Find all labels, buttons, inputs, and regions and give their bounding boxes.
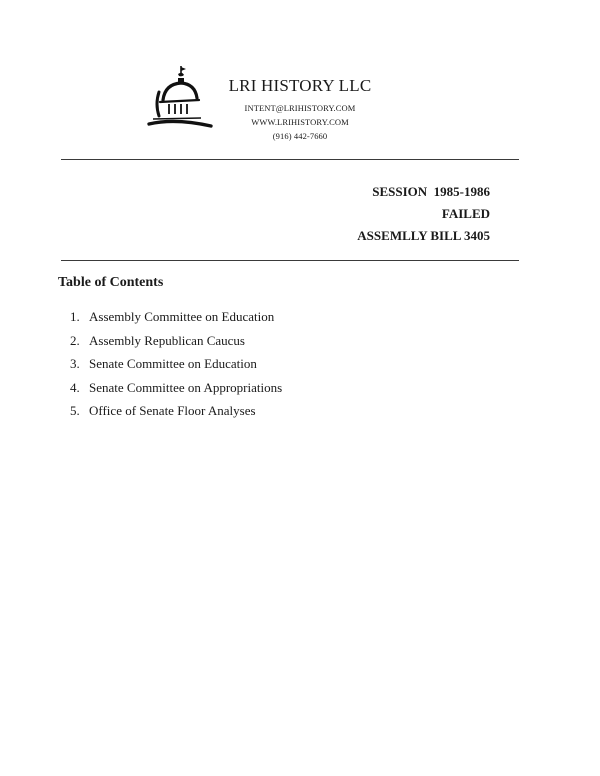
toc-item[interactable] — [70, 399, 282, 423]
toc-item[interactable] — [70, 352, 282, 376]
divider-bottom — [61, 260, 519, 261]
toc-item-number: 2. — [70, 332, 80, 348]
toc-item-label: Senate Committee on Education — [89, 356, 257, 371]
toc-title: Table of Contents — [58, 275, 164, 290]
toc-item-number: 4. — [70, 379, 80, 395]
toc-item[interactable] — [70, 329, 282, 353]
toc-item-label: Assembly Committee on Education — [89, 309, 275, 324]
toc-item-number: 3. — [70, 356, 80, 371]
toc-item-label: Senate Committee on Appropriations — [89, 379, 283, 395]
toc-item-label: Assembly Republican Caucus — [89, 332, 245, 348]
toc-list — [70, 305, 282, 423]
toc-item[interactable] — [70, 376, 282, 400]
company-name: LRI HISTORY LLC — [228, 76, 372, 95]
bill-status: FAILED — [441, 206, 490, 221]
company-email: INTENT@LRIHISTORY.COM — [244, 103, 356, 113]
toc-item-label: Office of Senate Floor Analyses — [89, 403, 256, 418]
divider-top — [61, 159, 519, 160]
letterhead — [200, 76, 400, 143]
toc-item-number: 5. — [70, 403, 80, 418]
company-website: WWW.LRIHISTORY.COM — [251, 117, 349, 127]
bill-number: ASSEMLLY BILL 3405 — [357, 228, 490, 243]
toc-item-number: 1. — [70, 309, 80, 324]
toc-item[interactable] — [70, 305, 282, 329]
company-phone: (916) 442-7660 — [272, 131, 328, 141]
bill-info — [357, 181, 490, 247]
session-label: SESSION 1985-1986 — [372, 184, 490, 199]
